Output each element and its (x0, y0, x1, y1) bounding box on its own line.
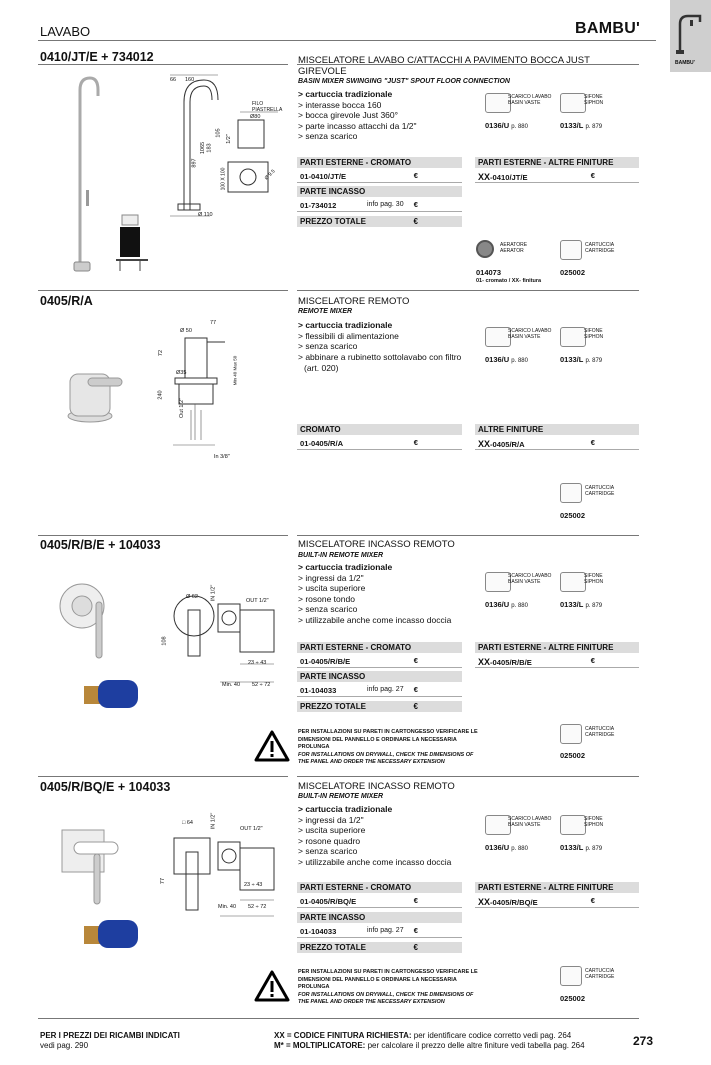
accessory-code: 0133/L p. 879 (560, 600, 603, 609)
accessory-code: 0136/U p. 880 (485, 121, 528, 130)
feature-item: > abbinare a rubinetto sottolavabo con filtro (298, 352, 478, 363)
header-divider (38, 40, 656, 41)
dimension-label: Min. 40 (222, 682, 241, 688)
section-divider (297, 290, 639, 291)
dimension-label: Ø80 (250, 114, 261, 120)
product-subtitle-en: BUILT-IN REMOTE MIXER (298, 552, 384, 559)
dimension-label: 77 (210, 320, 217, 326)
price-row: 01-734012 info pag. 30 € (297, 199, 462, 212)
product-title: MISCELATORE REMOTO (298, 296, 410, 307)
product-code: 0405/R/BQ/E + 104033 (40, 780, 171, 794)
product-title: MISCELATORE INCASSO REMOTO (298, 781, 455, 792)
siphon-icon (560, 572, 586, 592)
incasso-header: PARTE INCASSO (297, 186, 462, 197)
incasso-header: PARTE INCASSO (297, 671, 462, 682)
technical-drawing (160, 72, 295, 222)
accessory-code: 0136/U p. 880 (485, 355, 528, 364)
feature-item: > uscita superiore (298, 583, 478, 594)
feature-item: > cartuccia tradizionale (298, 562, 478, 573)
price-header-chrome: PARTI ESTERNE - CROMATO (297, 157, 462, 168)
warning-icon (254, 970, 290, 1002)
feature-item: > utilizzabile anche come incasso doccia (298, 615, 478, 626)
dimension-label: 160 (185, 77, 195, 83)
accessory-code: 014073 (476, 268, 502, 277)
price-row: 01-0405/R/B/E € (297, 655, 462, 668)
drywall-warning: PER INSTALLAZIONI SU PARETI IN CARTONGESSO VERIFICARE LE DIMENSIONI DEL PANNELLO E ORDINARE LA NECESSARIA PROLUNGA FOR INSTALLATIONS ON DRYWALL, CHECK THE DIMENSIONS OF THE PANEL AND ORDER THE NECESSARY EXTENSION (298, 729, 478, 766)
product-subtitle-en: BUILT-IN REMOTE MIXER (298, 793, 384, 800)
product-photo (60, 70, 105, 280)
warning-icon (254, 730, 290, 762)
product-photo (62, 360, 124, 425)
accessory-label: SCARICO LAVABO BASIN VASTE (508, 816, 552, 828)
page-number: 273 (633, 1034, 654, 1048)
feature-item: > uscita superiore (298, 825, 478, 836)
accessory-label: SCARICO LAVABO BASIN VASTE (508, 328, 552, 340)
price-header-finishes: ALTRE FINITURE (475, 424, 639, 435)
dimension-label: 100 X 100 (220, 167, 227, 191)
accessory-label: AERATORE AERATOR (500, 242, 528, 254)
cartridge-icon (560, 240, 582, 260)
price-row: 01-104033 info pag. 27 € (297, 684, 462, 697)
accessory-label: SCARICO LAVABO BASIN VASTE (508, 94, 552, 106)
dimension-label: 23 ÷ 43 (248, 660, 267, 666)
dimension-label: 240 (157, 390, 164, 400)
feature-item: > ingressi da 1/2" (298, 573, 478, 584)
section-divider (38, 64, 288, 65)
price-row: 01-104033 info pag. 27 € (297, 925, 462, 938)
feature-list (298, 89, 478, 142)
accessory-label: SIFONE SIPHON (584, 573, 604, 585)
accessory-code: 0133/L p. 879 (560, 355, 603, 364)
accessory-code: 025002 (560, 511, 586, 520)
section-divider (297, 776, 639, 777)
accessory-label: SCARICO LAVABO BASIN VASTE (508, 573, 552, 585)
accessory-code: 0133/L p. 879 (560, 843, 603, 852)
dimension-label: OUT 1/2" (246, 598, 269, 604)
feature-item-extra: (art. 020) (304, 363, 339, 373)
dimension-label: In 3/8" (214, 454, 230, 460)
category-label: LAVABO (40, 24, 91, 39)
incasso-header: PARTE INCASSO (297, 912, 462, 923)
footer-spare-parts: PER I PREZZI DEI RICAMBI INDICATI vedi pag. 290 (40, 1031, 180, 1050)
section-divider (297, 535, 639, 536)
accessory-code: 0133/L p. 879 (560, 121, 603, 130)
accessory-label: SIFONE SIPHON (584, 816, 604, 828)
feature-item: > bocca girevole Just 360° (298, 110, 478, 121)
accessory-label: SIFONE SIPHON (584, 94, 604, 106)
accessory-label: CARTUCCIA CARTRIDGE (585, 968, 615, 980)
price-row: XX-0405/R/A € (475, 437, 639, 450)
dimension-label: Ø 50 (180, 328, 192, 334)
feature-item: > senza scarico (298, 131, 478, 142)
product-title: MISCELATORE INCASSO REMOTO (298, 539, 455, 550)
footer-legend: XX = CODICE FINITURA RICHIESTA: per identificare codice corretto vedi pag. 264 M* = MOLTIPLICATORE: per calcolare il prezzo delle altre finiture vedi tabella pag. 264 (274, 1031, 585, 1050)
accessory-code: 0136/U p. 880 (485, 843, 528, 852)
price-header-chrome: PARTI ESTERNE - CROMATO (297, 642, 462, 653)
price-header-finishes: PARTI ESTERNE - ALTRE FINITURE (475, 882, 639, 893)
price-header-finishes: PARTI ESTERNE - ALTRE FINITURE (475, 157, 639, 168)
price-row: XX-0410/JT/E € (475, 170, 639, 183)
dimension-label: FILO PIASTRELLA (252, 101, 283, 113)
drywall-warning: PER INSTALLAZIONI SU PARETI IN CARTONGESSO VERIFICARE LE DIMENSIONI DEL PANNELLO E ORDINARE LA NECESSARIA PROLUNGA FOR INSTALLATIONS ON DRYWALL, CHECK THE DIMENSIONS OF THE PANEL AND ORDER THE NECESSARY EXTENSION (298, 969, 478, 1006)
feature-item: > rosone quadro (298, 836, 478, 847)
cartridge-icon (560, 724, 582, 744)
feature-item: > flessibili di alimentazione (298, 331, 478, 342)
feature-list (298, 320, 478, 362)
dimension-label: 183 (206, 143, 213, 153)
accessory-code: 0136/U p. 880 (485, 600, 528, 609)
product-title: MISCELATORE LAVABO C/ATTACCHI A PAVIMENTO BOCCA JUST GIREVOLE (298, 55, 590, 77)
feature-list (298, 562, 478, 626)
feature-item: > cartuccia tradizionale (298, 89, 478, 100)
dimension-label: Min 40 Max 50 (232, 355, 238, 386)
siphon-icon (560, 93, 586, 113)
cartridge-icon (560, 483, 582, 503)
accessory-code: 025002 (560, 268, 586, 277)
product-photo (60, 826, 120, 906)
price-row: XX-0405/R/BQ/E € (475, 895, 639, 908)
siphon-icon (560, 815, 586, 835)
dimension-label: 72 (158, 349, 165, 357)
dimension-label: Min. 40 (218, 904, 237, 910)
feature-item: > parte incasso attacchi da 1/2" (298, 121, 478, 132)
dimension-label: 66 (170, 77, 177, 83)
faucet-icon (670, 0, 711, 60)
side-tab-label: BAMBU' (675, 60, 695, 66)
price-header-finishes: PARTI ESTERNE - ALTRE FINITURE (475, 642, 639, 653)
dimension-label: IN 1/2" (210, 584, 217, 602)
feature-item: > ingressi da 1/2" (298, 815, 478, 826)
price-header-chrome: CROMATO (297, 424, 462, 435)
feature-item: > rosone tondo (298, 594, 478, 605)
built-in-part-photo (82, 916, 142, 950)
accessory-label: CARTUCCIA CARTRIDGE (585, 485, 615, 497)
dimension-label: 1065 (200, 141, 207, 155)
accessory-code: 025002 (560, 994, 586, 1003)
feature-item: > cartuccia tradizionale (298, 320, 478, 331)
price-row: 01-0410/JT/E € (297, 170, 462, 183)
accessory-note: 01- cromato / XX- finitura (476, 278, 542, 284)
accessory-label: SIFONE SIPHON (584, 328, 604, 340)
brand-title: BAMBU' (575, 20, 641, 37)
total-price-bar: PREZZO TOTALE € (297, 216, 462, 227)
product-photo (58, 572, 118, 662)
feature-item: > senza scarico (298, 341, 478, 352)
dimension-label: Ø 110 (198, 212, 213, 218)
dimension-label: 1/2" (225, 134, 232, 144)
technical-drawing (165, 320, 275, 460)
section-divider (38, 776, 288, 777)
dimension-label: IN 1/2" (210, 812, 217, 830)
product-code: 0410/JT/E + 734012 (40, 50, 154, 64)
feature-item: > senza scarico (298, 846, 478, 857)
feature-item: > interasse bocca 160 (298, 100, 478, 111)
feature-item: > cartuccia tradizionale (298, 804, 478, 815)
section-divider (38, 535, 288, 536)
built-in-part-photo (82, 676, 142, 710)
cartridge-icon (560, 966, 582, 986)
price-row: 01-0405/R/A € (297, 437, 462, 450)
dimension-label: 23 ÷ 43 (244, 882, 263, 888)
section-divider (38, 290, 288, 291)
dimension-label: 52 ÷ 72 (248, 904, 267, 910)
dimension-label: 77 (160, 877, 167, 885)
product-subtitle-en: REMOTE MIXER (298, 308, 353, 315)
price-row: 01-0405/R/BQ/E € (297, 895, 462, 908)
dimension-label: Ø 62 (186, 594, 198, 600)
feature-list (298, 804, 478, 868)
dimension-label: 105 (215, 128, 222, 138)
feature-item: > utilizzabile anche come incasso doccia (298, 857, 478, 868)
dimension-label: Out 1/2" (179, 398, 185, 418)
dimension-label: 108 (161, 636, 168, 646)
dimension-label: □ 64 (182, 820, 193, 826)
product-subtitle-en: BASIN MIXER SWINGING "JUST" SPOUT FLOOR CONNECTION (298, 78, 510, 85)
siphon-icon (560, 327, 586, 347)
footer-divider (38, 1018, 639, 1019)
product-code: 0405/R/B/E + 104033 (40, 538, 161, 552)
dimension-label: 897 (191, 158, 198, 168)
price-row: XX-0405/R/B/E € (475, 655, 639, 668)
aerator-icon (476, 240, 494, 258)
dimension-label: 52 ÷ 72 (252, 682, 271, 688)
accessory-label: CARTUCCIA CARTRIDGE (585, 726, 615, 738)
dimension-label: Ø 9.5 (263, 168, 277, 182)
accessory-label: CARTUCCIA CARTRIDGE (585, 242, 615, 254)
total-price-bar: PREZZO TOTALE € (297, 701, 462, 712)
built-in-part-photo (112, 205, 154, 275)
price-header-chrome: PARTI ESTERNE - CROMATO (297, 882, 462, 893)
product-code: 0405/R/A (40, 294, 93, 308)
total-price-bar: PREZZO TOTALE € (297, 942, 462, 953)
dimension-label: OUT 1/2" (240, 826, 263, 832)
dimension-label: Ø35 (176, 370, 187, 376)
feature-item: > senza scarico (298, 604, 478, 615)
accessory-code: 025002 (560, 751, 586, 760)
